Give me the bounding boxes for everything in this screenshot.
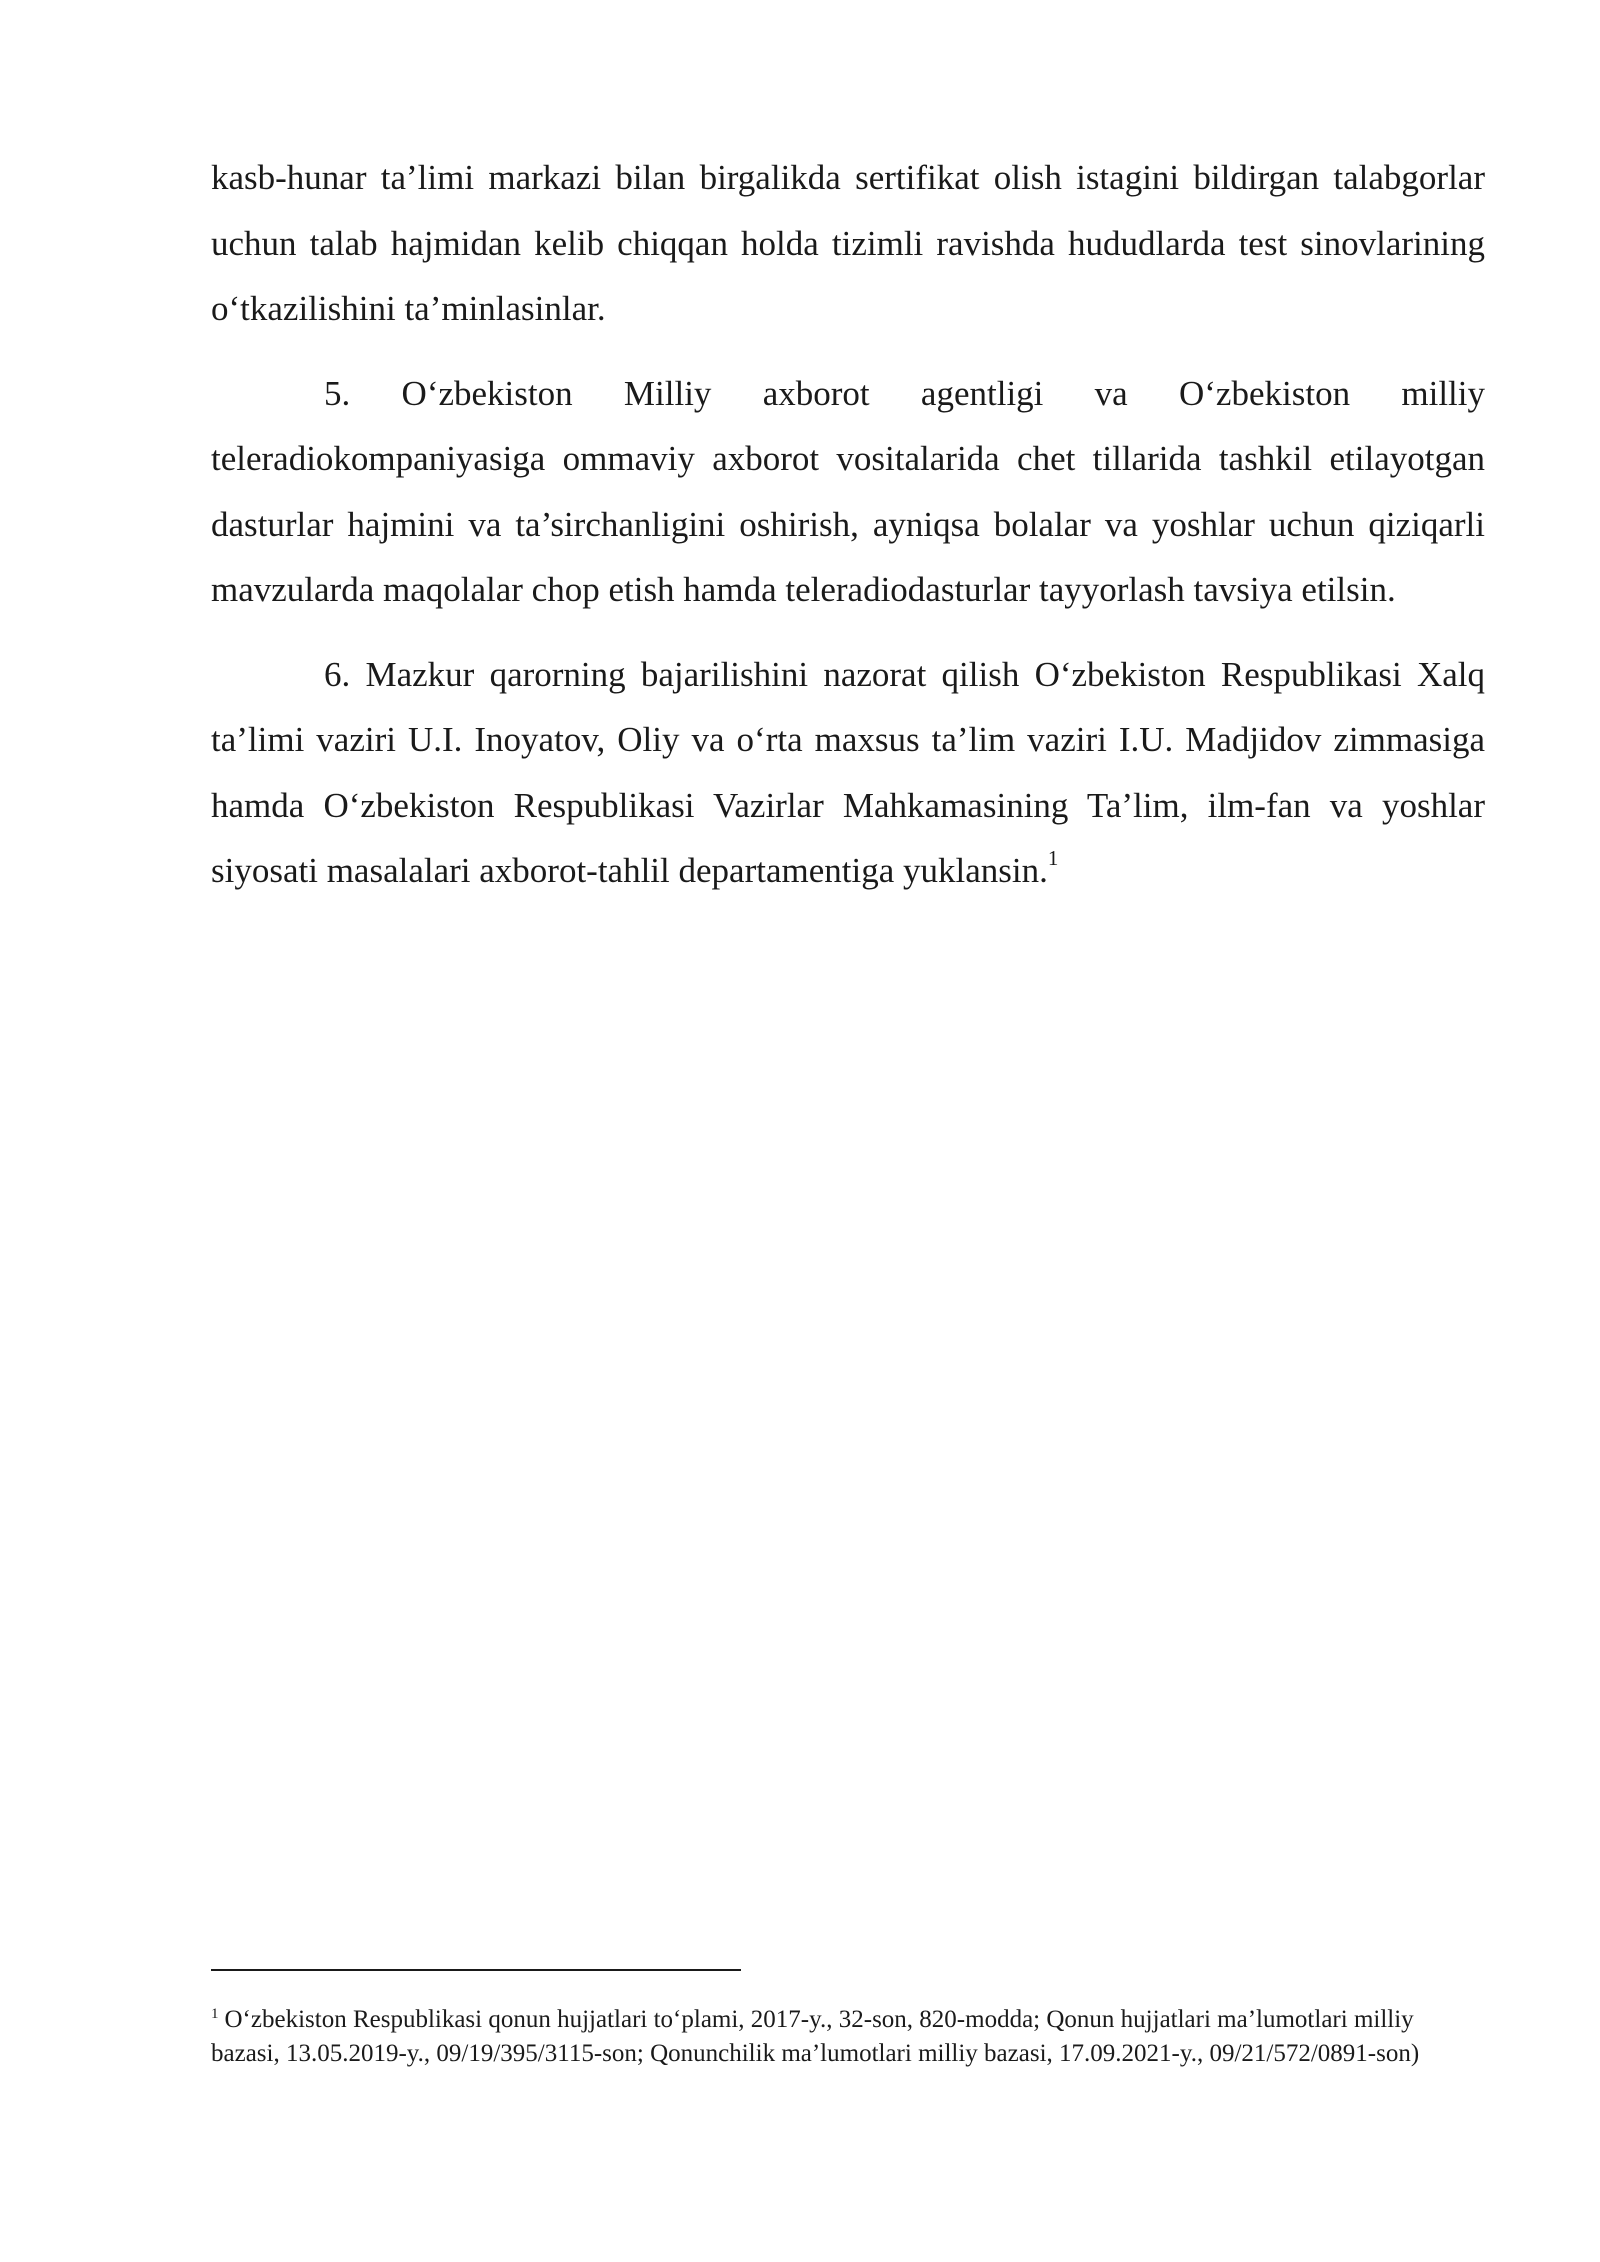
footnote-separator (211, 1969, 741, 1971)
paragraph-continuation-text: kasb-hunar ta’limi markazi bilan birgalikda sertifikat olish istagini bildirgan talabgorlar uchun talab hajmidan kelib chiqqan holda tizimli ravishda hududlarda test sinovlarining o‘tkazilishini ta’minlasinlar. (211, 158, 1485, 328)
paragraph-item-6 (211, 642, 1485, 904)
footnote-text: O‘zbekiston Respublikasi qonun hujjatlari to‘plami, 2017-y., 32-son, 820-modda; Qonun hujjatlari ma’lumotlari milliy bazasi, 13.05.2019-y., 09/19/395/3115-son; Qonunchilik ma’lumotlari milliy bazasi, 17.09.2021-y., 09/21/572/0891-son) (211, 2006, 1420, 2067)
paragraph-item-5 (211, 361, 1485, 623)
paragraph-item-6-text: 6. Mazkur qarorning bajarilishini nazorat qilish O‘zbekiston Respublikasi Xalq ta’limi vaziri U.I. Inoyatov, Oliy va o‘rta maxsus ta’lim vaziri I.U. Madjidov zimmasiga hamda O‘zbekiston Respublikasi Vazirlar Mahkamasining Ta’lim, ilm-fan va yoshlar siyosati masalalari axborot-tahlil departamentiga yuklansin. (211, 654, 1485, 890)
footnote-mark: 1 (211, 2005, 219, 2022)
footnote (211, 2003, 1485, 2070)
footnote-reference[interactable]: 1 (1047, 846, 1059, 871)
paragraph-item-5-text: 5. O‘zbekiston Milliy axborot agentligi va O‘zbekiston milliy teleradiokompaniyasiga ommaviy axborot vositalarida chet tillarida tashkil etilayotgan dasturlar hajmini va ta’sirchanligini oshirish, ayniqsa bolalar va yoshlar uchun qiziqarli mavzularda maqolalar chop etish hamda teleradiodasturlar tayyorlash tavsiya etilsin. (211, 373, 1485, 609)
document-body (211, 145, 1485, 904)
paragraph-continuation (211, 145, 1485, 342)
